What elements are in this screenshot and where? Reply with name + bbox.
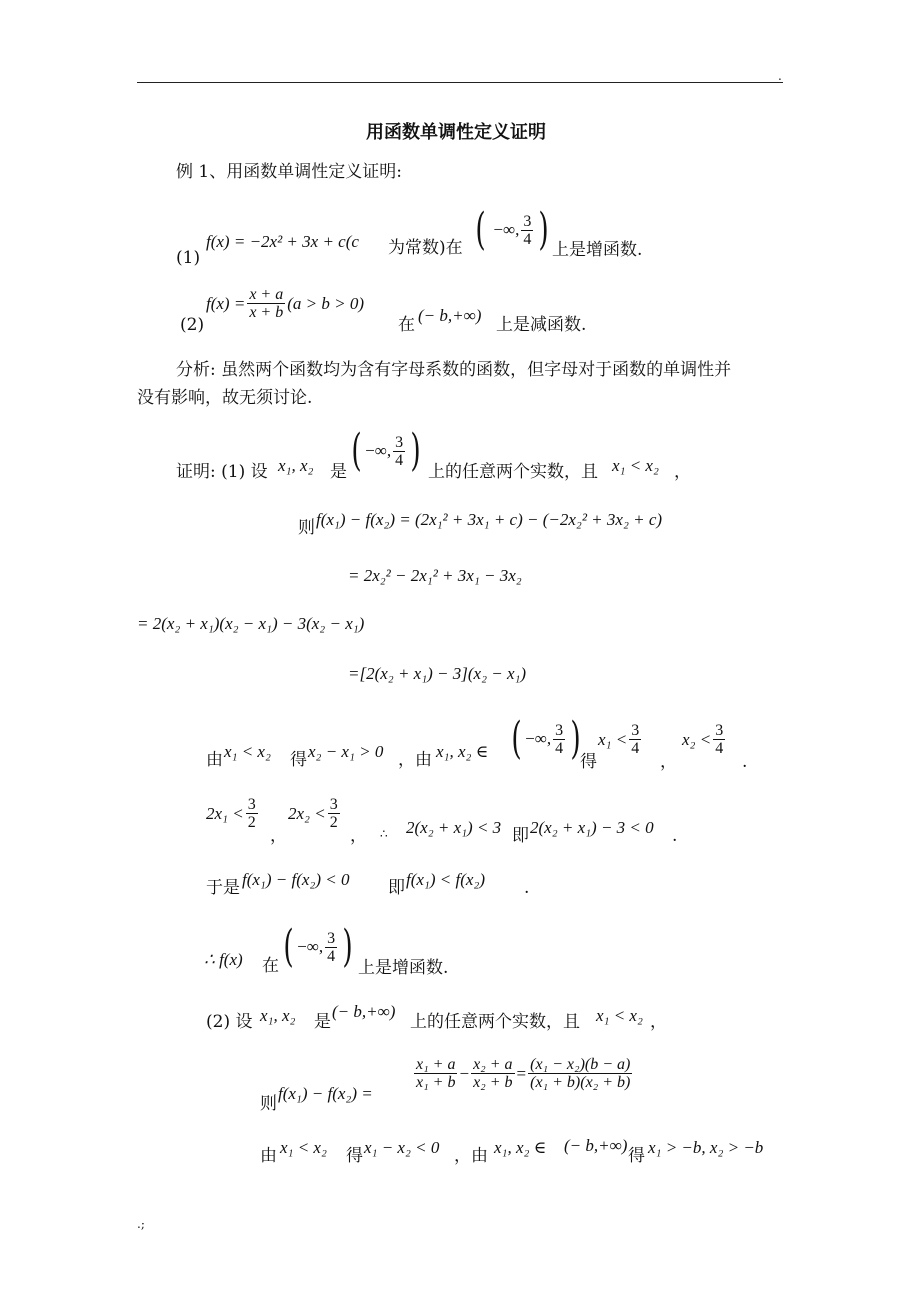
proof-1-comma-3: ，	[270, 826, 287, 846]
proof-1-cond-4: x₁ < $\frac{3}{4}$	[598, 722, 640, 757]
proof-2-lhs: f(x₁) − f(x₂) =	[278, 1084, 373, 1103]
proof-1-cond-5: x₂ < $\frac{3}{4}$	[682, 722, 724, 757]
proof-2-intro: (2) 设	[206, 1012, 253, 1032]
proof-2-ineq: x₁ < x₂	[596, 1006, 643, 1025]
analysis-line-2: 没有影响，故无须讨论.	[137, 388, 313, 408]
proof-1-is: 是	[330, 462, 347, 482]
problem-2-tail: 上是减函数.	[496, 315, 587, 335]
problem-2-label: (2)	[180, 315, 205, 335]
problem-2-interval: (− b,+∞)	[418, 306, 482, 325]
proof-1-tail: 上的任意两个实数，且	[428, 462, 598, 482]
proof-2-get: 得	[346, 1146, 363, 1166]
proof-1-cond-1: x₁ < x₂	[224, 742, 271, 761]
proof-1-comma: ，	[674, 462, 691, 482]
proof-2-get-2: 得	[628, 1146, 645, 1166]
proof-1-concl-tail: 上是增函数.	[358, 958, 449, 978]
proof-1-cond-3: x₁, x₂ ∈	[436, 742, 489, 761]
proof-1-yushi: 于是	[206, 878, 240, 898]
proof-2-is: 是	[314, 1012, 331, 1032]
proof-1-then: 则	[298, 518, 315, 538]
proof-1-l2b: 2x₂ < $\frac{3}{2}$	[288, 796, 338, 831]
proof-1-interval: ( −∞, $\frac{3}{4}$ )	[351, 425, 421, 476]
proof-2-cond-3: x₁, x₂ ∈	[494, 1138, 547, 1157]
problem-1-tail: 上是增函数.	[552, 240, 643, 260]
proof-1-by: 由	[206, 750, 223, 770]
proof-1-period: .	[742, 752, 748, 772]
proof-1-by-2: ，由	[398, 750, 432, 770]
proof-1-period-3: .	[524, 878, 530, 898]
problem-2-zai: 在	[398, 315, 415, 335]
proof-1-vars: x₁, x₂	[278, 456, 314, 475]
corner-mark: .	[778, 69, 782, 83]
proof-1-l3b: f(x₁) < f(x₂)	[406, 870, 485, 889]
proof-2-by-2: ，由	[454, 1146, 488, 1166]
proof-1-period-2: .	[672, 826, 678, 846]
proof-2-cond-1: x₁ < x₂	[280, 1138, 327, 1157]
problem-1-text: 为常数)在	[388, 238, 463, 258]
proof-1-l3a: f(x₁) − f(x₂) < 0	[242, 870, 350, 889]
proof-1-ji-2: 即	[388, 878, 405, 898]
problem-2-function: f(x) = $\frac{x + a}{x + b}$ (a > b > 0)	[206, 286, 364, 321]
problem-1-interval: ( −∞, $\frac{3}{4}$ )	[475, 204, 550, 255]
proof-1-concl-interval: ( −∞, $\frac{3}{4}$ )	[283, 921, 353, 972]
problem-1-label: (1)	[176, 248, 201, 268]
proof-2-by: 由	[260, 1146, 277, 1166]
proof-1-ji: 即	[512, 826, 529, 846]
proof-1-eq3: = 2(x₂ + x₁)(x₂ − x₁) − 3(x₂ − x₁)	[137, 614, 365, 633]
proof-1-concl-fx: ∴ f(x)	[204, 950, 243, 969]
proof-1-concl-zai: 在	[262, 956, 279, 976]
footer-mark: .;	[137, 1217, 145, 1231]
example-intro: 例 1、用函数单调性定义证明:	[176, 162, 402, 182]
proof-2-fraction-expr: $\frac{\text{x₁ + a}}{\text{x₁ + b}}$ − $\frac{\text{x₂ + a}}{\text{x₂ + b}}$ = $\frac{\text{(x₁ − x₂)(b − a)}}{\text{(x₁ + b)(x₂ + b)}}$	[416, 1056, 631, 1091]
proof-2-comma: ，	[650, 1012, 667, 1032]
proof-2-cond-2: x₁ − x₂ < 0	[364, 1138, 440, 1157]
proof-1-eq4: =[2(x₂ + x₁) − 3](x₂ − x₁)	[348, 664, 527, 683]
header-rule	[137, 82, 783, 83]
proof-1-l2d: 2(x₂ + x₁) − 3 < 0	[530, 818, 654, 837]
proof-1-cond-2: x₂ − x₁ > 0	[308, 742, 384, 761]
proof-1-interval-2: ( −∞, $\frac{3}{4}$ )	[511, 713, 581, 764]
analysis-line-1: 分析: 虽然两个函数均为含有字母系数的函数，但字母对于函数的单调性并	[176, 360, 732, 380]
proof-1-ineq: x₁ < x₂	[612, 456, 659, 475]
proof-1-get: 得	[290, 750, 307, 770]
proof-1-therefore: ∴	[380, 827, 388, 841]
proof-1-comma-4: ，	[350, 826, 367, 846]
proof-1-eq1: f(x₁) − f(x₂) = (2x₁² + 3x₁ + c) − (−2x₂² + 3x₂ + c)	[316, 510, 663, 529]
proof-2-cond-5: x₁ > −b, x₂ > −b	[648, 1138, 764, 1157]
problem-1-function: f(x) = −2x² + 3x + c(c	[206, 232, 359, 251]
proof-2-vars: x₁, x₂	[260, 1006, 296, 1025]
proof-2-interval: (− b,+∞)	[332, 1002, 396, 1021]
proof-2-tail: 上的任意两个实数，且	[410, 1012, 580, 1032]
proof-1-eq2: = 2x₂² − 2x₁² + 3x₁ − 3x₂	[348, 566, 522, 585]
proof-1-l2a: 2x₁ < $\frac{3}{2}$	[206, 796, 256, 831]
proof-1-intro: 证明: (1) 设	[176, 462, 268, 482]
proof-1-get-2: 得	[580, 752, 597, 772]
problem-1	[176, 200, 201, 268]
proof-2-then: 则	[260, 1094, 277, 1114]
proof-2-cond-4: (− b,+∞)	[564, 1136, 628, 1155]
page-title: 用函数单调性定义证明	[366, 122, 546, 143]
proof-1-l2c: 2(x₂ + x₁) < 3	[406, 818, 502, 837]
proof-1-comma-2: ，	[660, 752, 677, 772]
